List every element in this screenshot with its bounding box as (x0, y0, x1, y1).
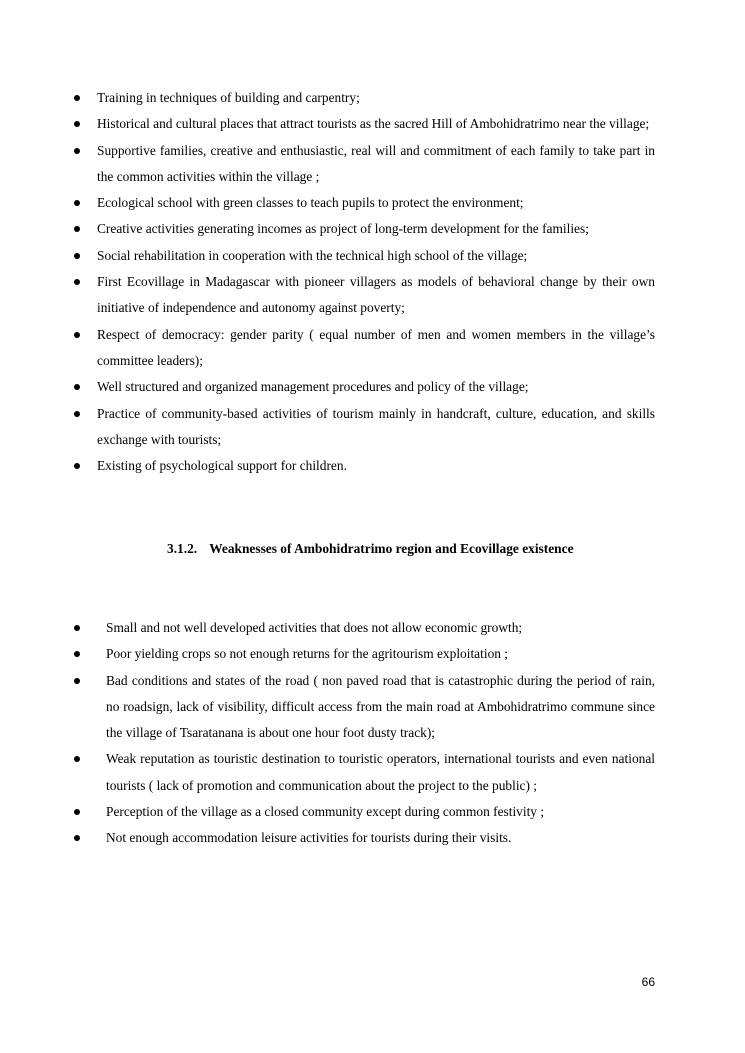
list-item-text: Not enough accommodation leisure activities for tourists during their visits. (106, 830, 512, 846)
list-item (0, 374, 745, 400)
list-item (0, 85, 745, 111)
list-item-text: First Ecovillage in Madagascar with pioneer villagers as models of behavioral change by their own initiative of independence and autonomy against poverty; (97, 274, 655, 316)
bullet-icon (74, 678, 80, 684)
list-item-text: Existing of psychological support for children. (97, 458, 347, 474)
bullet-icon (74, 121, 80, 127)
bullet-icon (74, 809, 80, 815)
strengths-list (0, 85, 745, 479)
bullet-icon (74, 625, 80, 631)
section-title: Weaknesses of Ambohidratrimo region and Ecovillage existence (209, 541, 574, 556)
list-item-text: Respect of democracy: gender parity ( equal number of men and women members in the village’s committee leaders); (97, 326, 655, 368)
list-item (0, 641, 745, 667)
list-item (0, 190, 745, 216)
list-item (0, 322, 745, 375)
list-item-text: Supportive families, creative and enthusiastic, real will and commitment of each family to take part in the common activities within the village ; (97, 142, 655, 184)
section-number: 3.1.2. (167, 541, 198, 556)
bullet-icon (74, 651, 80, 657)
list-item-text: Training in techniques of building and carpentry; (97, 90, 360, 105)
bullet-icon (74, 253, 80, 259)
bullet-icon (74, 411, 80, 417)
list-item-text: Bad conditions and states of the road ( non paved road that is catastrophic during the period of rain, no roadsign, lack of visibility, difficult access from the main road at Ambohidratrimo commune since the village of Tsaratanana is about one hour foot dusty track); (106, 672, 655, 741)
list-item (0, 243, 745, 269)
page-number: 66 (641, 975, 655, 989)
bullet-icon (74, 332, 80, 338)
list-item (0, 746, 745, 799)
bullet-icon (74, 756, 80, 762)
list-item-text: Creative activities generating incomes as project of long-term development for the families; (97, 221, 589, 237)
list-item (0, 216, 745, 242)
list-item (0, 825, 745, 851)
list-item (0, 111, 745, 137)
bullet-icon (74, 148, 80, 154)
list-item-text: Poor yielding crops so not enough returns for the agritourism exploitation ; (106, 646, 509, 662)
weaknesses-list (0, 615, 745, 852)
bullet-icon (74, 279, 80, 285)
list-item-text: Perception of the village as a closed community except during common festivity ; (106, 804, 545, 820)
list-item-text: Historical and cultural places that attract tourists as the sacred Hill of Ambohidratrimo near the village; (97, 116, 650, 132)
bullet-icon (74, 835, 80, 841)
bullet-icon (74, 384, 80, 390)
list-item-text: Ecological school with green classes to teach pupils to protect the environment; (97, 195, 524, 211)
list-item (0, 615, 745, 641)
bullet-icon (74, 95, 80, 101)
list-item (0, 269, 745, 322)
list-item-text: Social rehabilitation in cooperation with the technical high school of the village; (97, 247, 528, 263)
list-item-text: Practice of community-based activities of tourism mainly in handcraft, culture, education, and skills exchange with tourists; (97, 405, 655, 447)
section-heading (167, 538, 574, 560)
bullet-icon (74, 200, 80, 206)
list-item (0, 138, 745, 191)
list-item (0, 401, 745, 454)
bullet-icon (74, 226, 80, 232)
list-item (0, 453, 745, 479)
list-item-text: Small and not well developed activities that does not allow economic growth; (106, 620, 523, 635)
list-item-text: Well structured and organized management procedures and policy of the village; (97, 379, 529, 395)
bullet-icon (74, 463, 80, 469)
list-item (0, 668, 745, 747)
list-item-text: Weak reputation as touristic destination to touristic operators, international tourists and even national tourists ( lack of promotion and communication about the project to the public) ; (106, 751, 655, 793)
list-item (0, 799, 745, 825)
